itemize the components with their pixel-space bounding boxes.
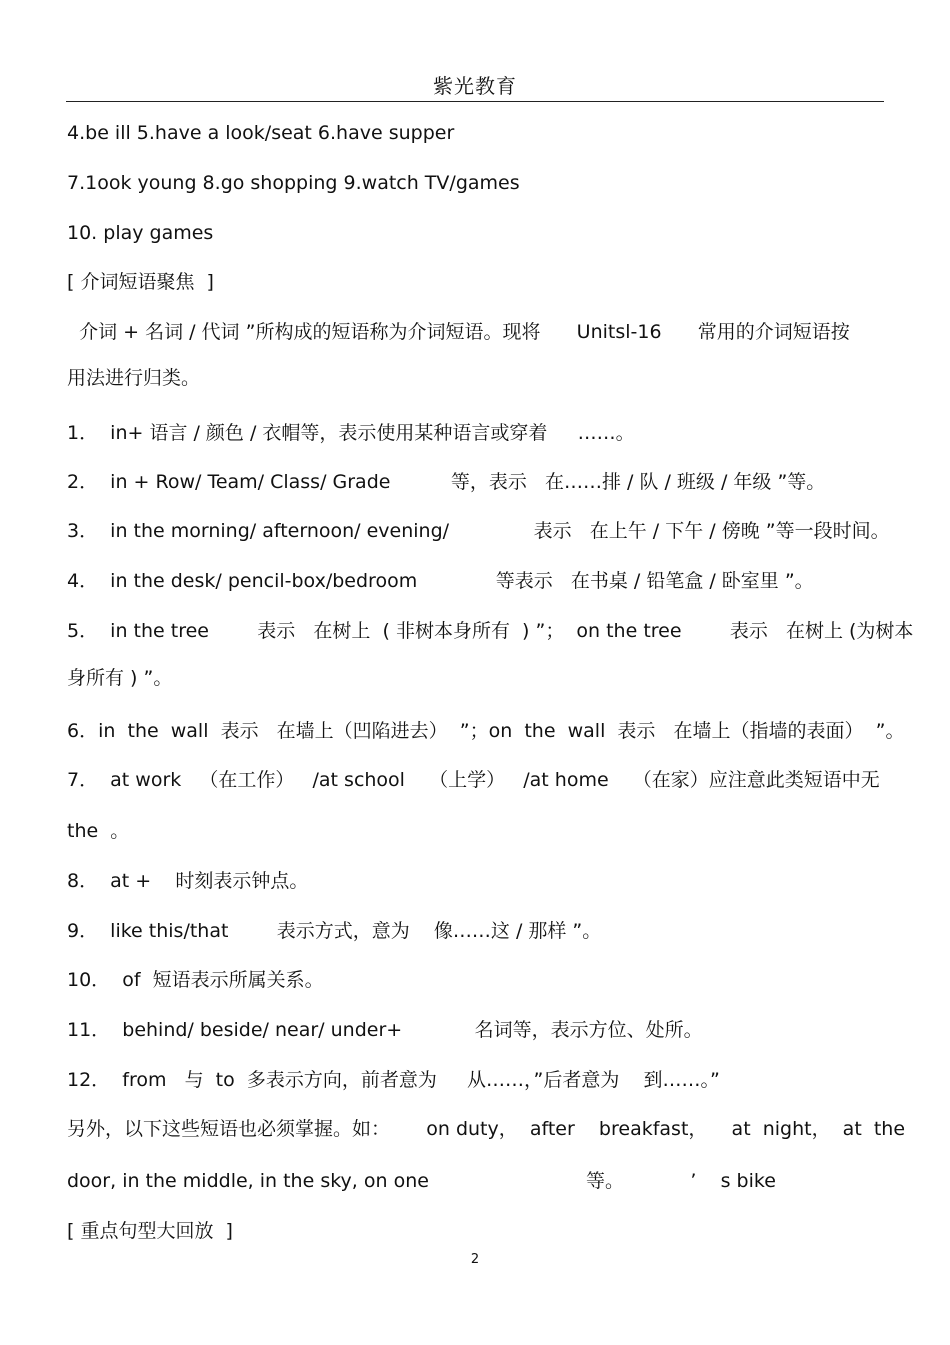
text-line-3: 10. play games bbox=[67, 222, 214, 244]
list-item-4: 4． in the desk/ pencil-box/bedroom 等表示 在书桌 / 铅笔盒 / 卧室里 ”。 bbox=[67, 570, 814, 592]
text-line-additional-1: 另外，以下这些短语也必须掌握。如： on duty， after breakfast， at night， at the bbox=[67, 1118, 906, 1140]
list-item-11: 11． behind/ beside/ near/ under+ 名词等，表示方位、处所。 bbox=[67, 1019, 703, 1041]
text-line-intro-1: 介词 + 名词 / 代词 ”所构成的短语称为介词短语。现将 Unitsl-16 常用的介词短语按 bbox=[67, 321, 850, 343]
section-heading-prepositional-phrases: [ 介词短语聚焦 ] bbox=[67, 271, 214, 293]
list-item-9: 9． like this/that 表示方式，意为 像……这 / 那样 ”。 bbox=[67, 920, 602, 942]
page-number: 2 bbox=[470, 1252, 480, 1267]
text-line-2: 7.1ook young 8.go shopping 9.watch TV/games bbox=[67, 172, 520, 194]
section-heading-key-sentences: [ 重点句型大回放 ] bbox=[67, 1220, 233, 1242]
text-line-1: 4.be ill 5.have a look/seat 6.have supper bbox=[67, 122, 455, 144]
list-item-2: 2． in + Row/ Team/ Class/ Grade 等，表示 在……排 / 队 / 班级 / 年级 ”等。 bbox=[67, 471, 826, 493]
list-item-10: 10． of 短语表示所属关系。 bbox=[67, 969, 324, 991]
list-item-5-cont: 身所有 ) ”。 bbox=[67, 667, 173, 689]
text-line-additional-2: door, in the middle, in the sky, on one 等。 ’ s bike bbox=[67, 1170, 776, 1192]
list-item-5: 5． in the tree 表示 在树上 ( 非树本身所有 ) ”； on the tree 表示 在树上 (为树本 bbox=[67, 620, 914, 642]
list-item-7-cont: the 。 bbox=[67, 820, 130, 842]
list-item-3: 3． in the morning/ afternoon/ evening/ 表示 在上午 / 下午 / 傍晚 ”等一段时间。 bbox=[67, 520, 890, 542]
list-item-6: 6．in the wall 表示 在墙上（凹陷进去） ”；on the wall 表示 在墙上（指墙的表面） ”。 bbox=[67, 720, 905, 742]
list-item-1: 1． in+ 语言 / 颜色 / 衣帽等，表示使用某种语言或穿着 ……。 bbox=[67, 422, 635, 444]
header-rule bbox=[66, 101, 884, 102]
page-header-title: 紫光教育 bbox=[433, 74, 517, 98]
list-item-12: 12． from 与 to 多表示方向，前者意为 从……，”后者意为 到……。” bbox=[67, 1069, 720, 1091]
text-line-intro-2: 用法进行归类。 bbox=[67, 367, 201, 389]
list-item-8: 8． at + 时刻表示钟点。 bbox=[67, 870, 309, 892]
list-item-7: 7． at work （在工作） /at school （上学） /at home （在家）应注意此类短语中无 bbox=[67, 769, 880, 791]
